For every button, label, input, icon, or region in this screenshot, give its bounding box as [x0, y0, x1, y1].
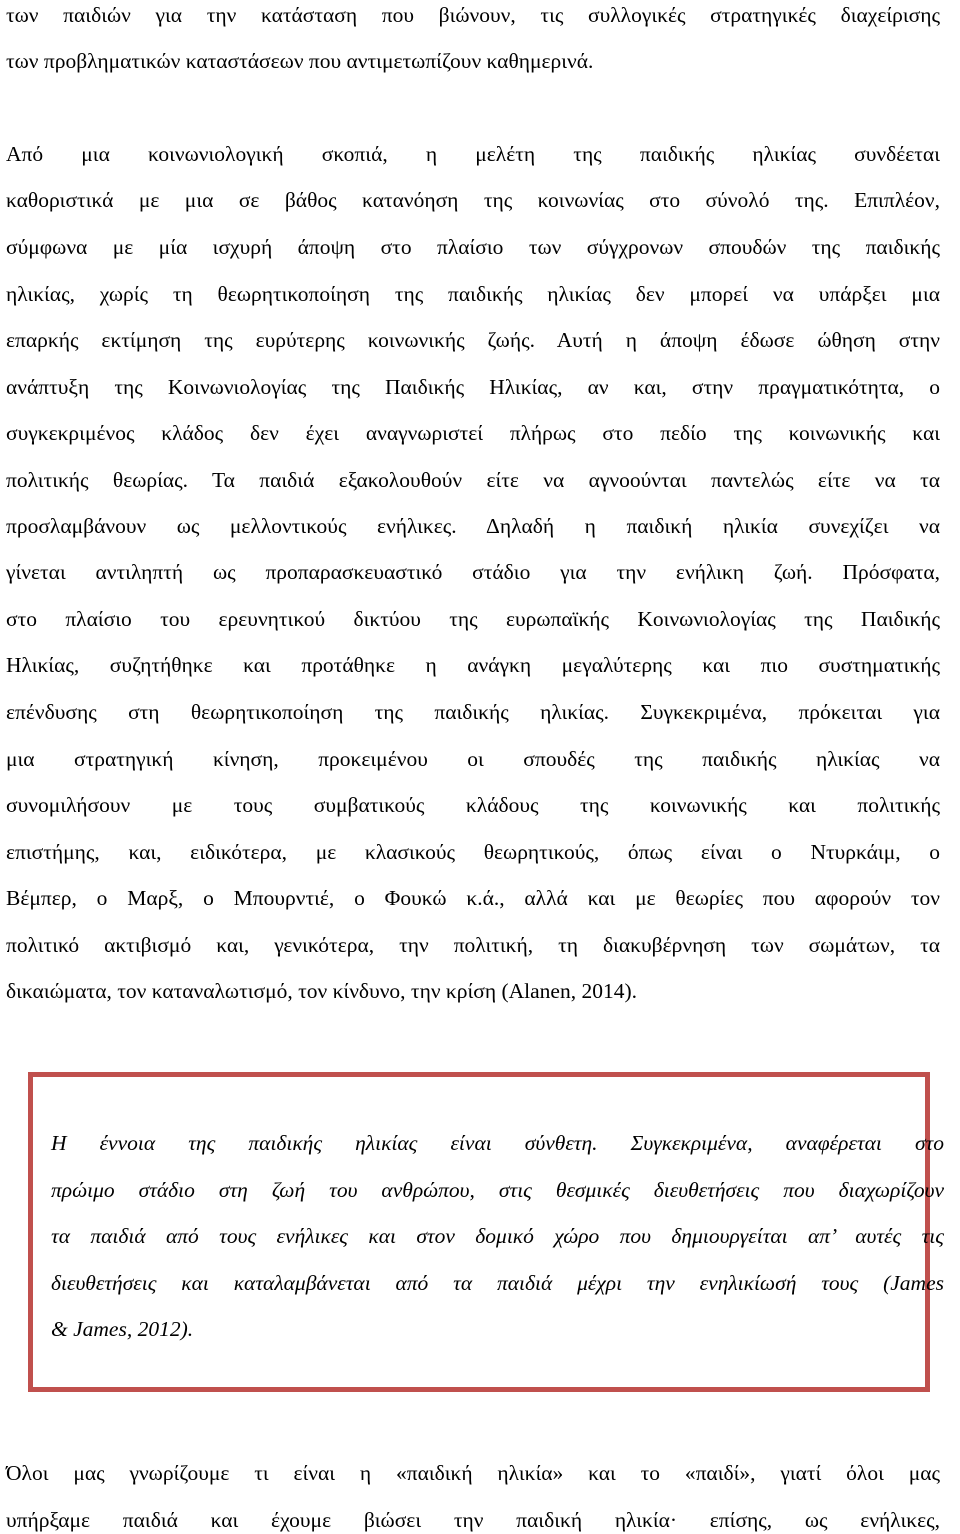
- text-line: Βέμπερ, ο Μαρξ, ο Μπουρντιέ, ο Φουκώ κ.ά., αλλά και με θεωρίες που αφορούν τον: [6, 886, 940, 910]
- callout-line: τα παιδιά από τους ενήλικες και στον δομικό χώρο που δημιουργείται απ’ αυτές τις: [51, 1224, 944, 1248]
- text-line: επαρκής εκτίμηση της ευρύτερης κοινωνικής ζωής. Αυτή η άποψη έδωσε ώθηση στην: [6, 328, 940, 352]
- text-line: συγκεκριμένος κλάδος δεν έχει αναγνωριστεί πλήρως στο πεδίο της κοινωνικής και: [6, 421, 940, 445]
- text-line: δικαιώματα, τον καταναλωτισμό, τον κίνδυνο, την κρίση (Alanen, 2014).: [6, 979, 637, 1003]
- definition-callout-box: [28, 1072, 944, 1392]
- text-line: επιστήμης, και, ειδικότερα, με κλασικούς θεωρητικούς, όπως είναι ο Ντυρκάιμ, ο: [6, 840, 940, 864]
- text-line: μια στρατηγική κίνηση, προκειμένου οι σπουδές της παιδικής ηλικίας να: [6, 747, 940, 771]
- text-line: πολιτικής θεωρίας. Τα παιδιά εξακολουθούν είτε να αγνοούνται παντελώς είτε να τα: [6, 468, 940, 492]
- text-line: προσλαμβάνουν ως μελλοντικούς ενήλικες. Δηλαδή η παιδική ηλικία συνεχίζει να: [6, 514, 940, 538]
- text-line: καθοριστικά με μια σε βάθος κατανόηση της κοινωνίας στο σύνολό της. Επιπλέον,: [6, 188, 940, 212]
- text-line: Από μια κοινωνιολογική σκοπιά, η μελέτη της παιδικής ηλικίας συνδέεται: [6, 142, 940, 166]
- text-line: συνομιλήσουν με τους συμβατικούς κλάδους της κοινωνικής και πολιτικής: [6, 793, 940, 817]
- text-line: ανάπτυξη της Κοινωνιολογίας της Παιδικής Ηλικίας, αν και, στην πραγματικότητα, ο: [6, 375, 940, 399]
- callout-line: διευθετήσεις και καταλαμβάνεται από τα παιδιά μέχρι την ενηλικίωσή τους (James: [51, 1271, 944, 1295]
- callout-line: Η έννοια της παιδικής ηλικίας είναι σύνθετη. Συγκεκριμένα, αναφέρεται στο: [51, 1131, 944, 1155]
- callout-line: & James, 2012).: [51, 1317, 194, 1341]
- text-line: Όλοι μας γνωρίζουμε τι είναι η «παιδική ηλικία» και το «παιδί», γιατί όλοι μας: [6, 1461, 940, 1485]
- text-line: των παιδιών για την κατάσταση που βιώνουν, τις συλλογικές στρατηγικές διαχείρισης: [6, 3, 940, 27]
- callout-line: πρώιμο στάδιο στη ζωή του ανθρώπου, στις θεσμικές διευθετήσεις που διαχωρίζουν: [51, 1178, 944, 1202]
- text-line: στο πλαίσιο του ερευνητικού δικτύου της ευρωπαϊκής Κοινωνιολογίας της Παιδικής: [6, 607, 940, 631]
- text-line: γίνεται αντιληπτή ως προπαρασκευαστικό στάδιο για την ενήλικη ζωή. Πρόσφατα,: [6, 560, 940, 584]
- text-line: σύμφωνα με μία ισχυρή άποψη στο πλαίσιο των σύγχρονων σπουδών της παιδικής: [6, 235, 940, 259]
- text-line: των προβληματικών καταστάσεων που αντιμετωπίζουν καθημερινά.: [6, 49, 594, 73]
- text-line: Ηλικίας, συζητήθηκε και προτάθηκε η ανάγκη μεγαλύτερης και πιο συστηματικής: [6, 653, 940, 677]
- text-line: υπήρξαμε παιδιά και έχουμε βιώσει την παιδική ηλικία· επίσης, ως ενήλικες,: [6, 1508, 940, 1532]
- text-line: πολιτικό ακτιβισμό και, γενικότερα, την πολιτική, τη διακυβέρνηση των σωμάτων, τα: [6, 933, 940, 957]
- text-line: επένδυσης στη θεωρητικοποίηση της παιδικής ηλικίας. Συγκεκριμένα, πρόκειται για: [6, 700, 940, 724]
- text-line: ηλικίας, χωρίς τη θεωρητικοποίηση της παιδικής ηλικίας δεν μπορεί να υπάρξει μια: [6, 282, 940, 306]
